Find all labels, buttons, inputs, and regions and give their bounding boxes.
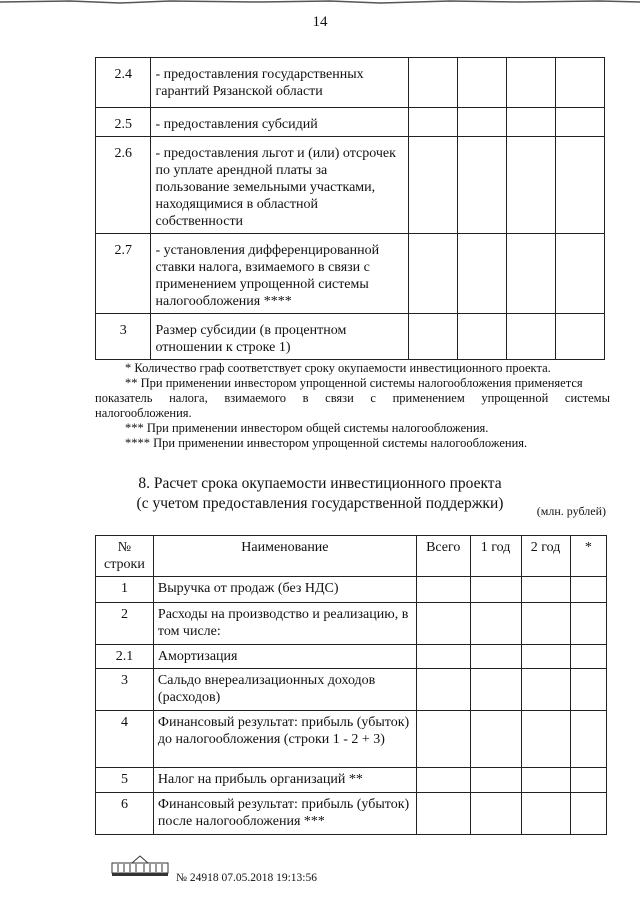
value-cell xyxy=(470,603,521,645)
value-cell xyxy=(570,603,606,645)
registry-building-stamp-icon xyxy=(110,853,170,877)
row-label: Расходы на производство и реализацию, в том числе: xyxy=(153,603,416,645)
row-label: Размер субсидии (в процентном отношении к строке 1) xyxy=(151,314,409,360)
value-cell xyxy=(470,645,521,669)
row-number: 5 xyxy=(96,768,154,793)
row-number: 2.1 xyxy=(96,645,154,669)
row-number: 3 xyxy=(96,314,151,360)
header-total: Всего xyxy=(416,536,470,577)
table-row xyxy=(96,108,605,137)
row-number: 2.6 xyxy=(96,137,151,234)
value-cell xyxy=(521,711,570,768)
value-cell xyxy=(458,108,507,137)
scan-edge-artifact xyxy=(0,0,640,6)
row-label: - предоставления государственных гарантий Рязанской области xyxy=(151,58,409,108)
header-year-1: 1 год xyxy=(470,536,521,577)
value-cell xyxy=(521,768,570,793)
section-title-line2: (с учетом предоставления государственной поддержки) xyxy=(136,495,504,512)
value-cell xyxy=(556,314,605,360)
header-row-number: № строки xyxy=(96,536,154,577)
value-cell xyxy=(507,137,556,234)
payback-table xyxy=(95,535,607,835)
value-cell xyxy=(470,768,521,793)
value-cell xyxy=(458,137,507,234)
value-cell xyxy=(521,793,570,835)
row-label: Финансовый результат: прибыль (убыток) до налогообложения (строки 1 - 2 + 3) xyxy=(153,711,416,768)
table-row xyxy=(96,603,607,645)
header-name: Наименование xyxy=(153,536,416,577)
value-cell xyxy=(458,234,507,314)
row-label: Сальдо внереализационных доходов (расходов) xyxy=(153,669,416,711)
value-cell xyxy=(470,793,521,835)
value-cell xyxy=(521,603,570,645)
value-cell xyxy=(507,58,556,108)
value-cell xyxy=(507,108,556,137)
value-cell xyxy=(556,58,605,108)
row-label: - установления дифференцированной ставки налога, взимаемого в связи с применением упрощенной системы налогообложения **** xyxy=(151,234,409,314)
value-cell xyxy=(416,577,470,603)
header-year-2: 2 год xyxy=(521,536,570,577)
row-number: 1 xyxy=(96,577,154,603)
value-cell xyxy=(570,768,606,793)
row-number: 2.7 xyxy=(96,234,151,314)
value-cell xyxy=(416,711,470,768)
footnote-3: *** При применении инвестором общей системы налогообложения. xyxy=(125,421,489,435)
table-row xyxy=(96,314,605,360)
table-row xyxy=(96,793,607,835)
value-cell xyxy=(507,314,556,360)
row-number: 2 xyxy=(96,603,154,645)
value-cell xyxy=(556,234,605,314)
value-cell xyxy=(521,645,570,669)
footnote-1: * Количество граф соответствует сроку окупаемости инвестиционного проекта. xyxy=(125,361,551,375)
value-cell xyxy=(416,603,470,645)
value-cell xyxy=(458,58,507,108)
value-cell xyxy=(416,793,470,835)
footnote-4: **** При применении инвестором упрощенной системы налогообложения. xyxy=(125,436,528,450)
value-cell xyxy=(521,577,570,603)
page-number: 14 xyxy=(312,14,328,30)
value-cell xyxy=(458,314,507,360)
document-registration-number: № 24918 07.05.2018 19:13:56 xyxy=(176,872,317,884)
footnote-2-line2: показатель налога, взимаемого в связи с применением упрощенной системы xyxy=(95,391,610,405)
table-row xyxy=(96,58,605,108)
value-cell xyxy=(556,137,605,234)
value-cell xyxy=(470,577,521,603)
row-label: Финансовый результат: прибыль (убыток) после налогообложения *** xyxy=(153,793,416,835)
row-label: - предоставления льгот и (или) отсрочек по уплате арендной платы за пользование земельными участками, находящимися в областной собственности xyxy=(151,137,409,234)
table-row xyxy=(96,768,607,793)
value-cell xyxy=(409,234,458,314)
row-number: 6 xyxy=(96,793,154,835)
row-label: - предоставления субсидий xyxy=(151,108,409,137)
row-number: 2.5 xyxy=(96,108,151,137)
table-row xyxy=(96,577,607,603)
value-cell xyxy=(409,58,458,108)
value-cell xyxy=(570,793,606,835)
value-cell xyxy=(416,768,470,793)
table-row xyxy=(96,234,605,314)
table-header-row xyxy=(96,536,607,577)
row-number: 2.4 xyxy=(96,58,151,108)
header-more-years: * xyxy=(570,536,606,577)
value-cell xyxy=(570,669,606,711)
table-row xyxy=(96,137,605,234)
footnote-2-line3: налогообложения. xyxy=(95,406,192,420)
value-cell xyxy=(409,108,458,137)
row-number: 3 xyxy=(96,669,154,711)
table-row xyxy=(96,669,607,711)
row-label: Выручка от продаж (без НДС) xyxy=(153,577,416,603)
row-number: 4 xyxy=(96,711,154,768)
value-cell xyxy=(521,669,570,711)
value-cell xyxy=(416,669,470,711)
value-cell xyxy=(409,314,458,360)
value-cell xyxy=(409,137,458,234)
footnotes xyxy=(95,361,610,451)
support-table-continued xyxy=(95,57,605,360)
value-cell xyxy=(556,108,605,137)
value-cell xyxy=(416,645,470,669)
value-cell xyxy=(470,669,521,711)
value-cell xyxy=(570,711,606,768)
table-row xyxy=(96,645,607,669)
row-label: Амортизация xyxy=(153,645,416,669)
value-cell xyxy=(570,577,606,603)
table-row xyxy=(96,711,607,768)
value-cell xyxy=(470,711,521,768)
footnote-2-line1: ** При применении инвестором упрощенной системы налогообложения применяется xyxy=(125,376,583,390)
row-label: Налог на прибыль организаций ** xyxy=(153,768,416,793)
section-title-line1: 8. Расчет срока окупаемости инвестиционного проекта xyxy=(138,475,502,492)
unit-label: (млн. рублей) xyxy=(536,504,606,518)
value-cell xyxy=(507,234,556,314)
value-cell xyxy=(570,645,606,669)
